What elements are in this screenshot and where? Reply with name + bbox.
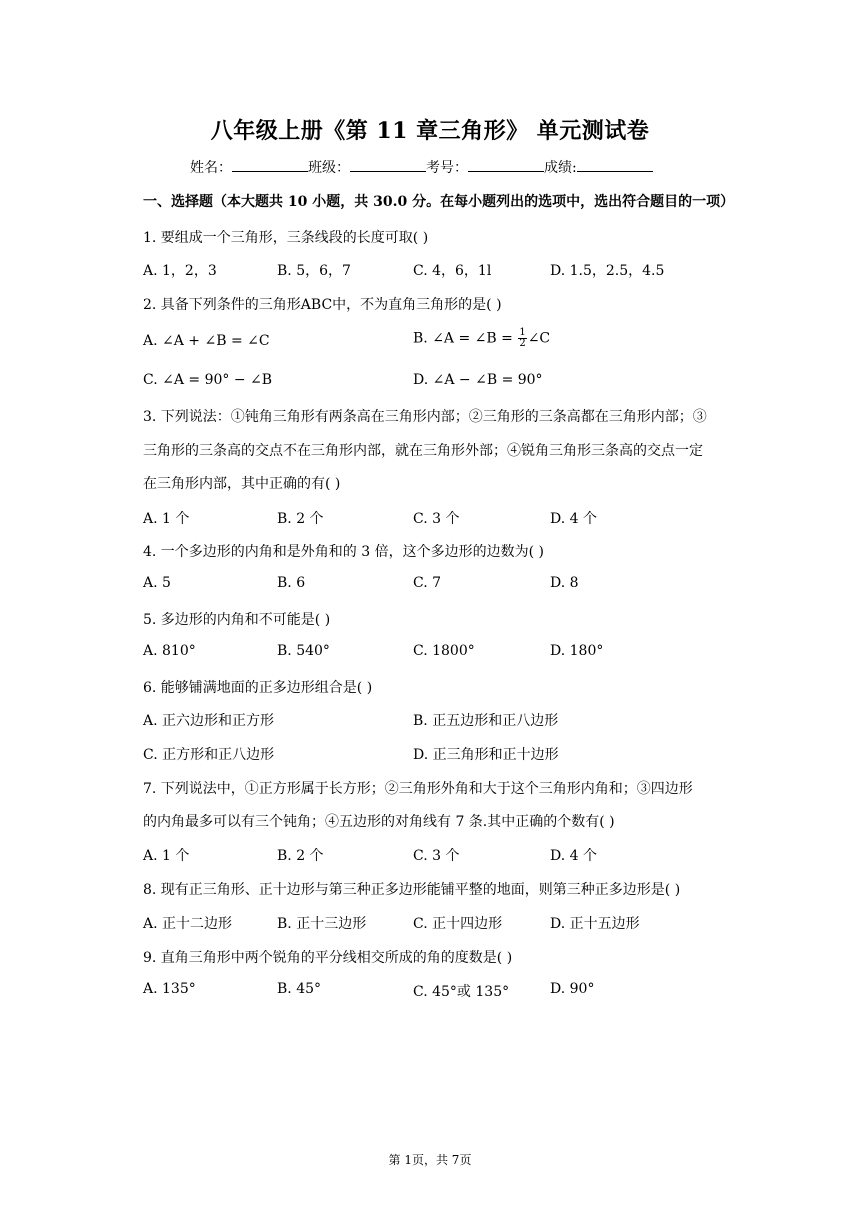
question-1-stem: 1. 要组成一个三角形，三条线段的长度可取( )	[143, 230, 429, 246]
question-1-option-d[interactable]: D. 1.5，2.5，4.5	[550, 263, 665, 279]
page-number-footer: 第 1页，共 7页	[388, 1153, 472, 1167]
question-7-option-a[interactable]: A. 1 个	[143, 848, 190, 864]
question-4-option-a[interactable]: A. 5	[143, 575, 171, 591]
question-7-stem-line-2: 的内角最多可以有三个钝角；④五边形的对角线有 7 条.其中正确的个数有( )	[143, 814, 615, 830]
question-5-option-d[interactable]: D. 180°	[550, 643, 604, 659]
question-9-option-d[interactable]: D. 90°	[550, 981, 595, 997]
question-7-stem-line-1: 7. 下列说法中，①正方形属于长方形；②三角形外角和大于这个三角形内角和；③四边形	[143, 781, 693, 797]
student-info-line	[190, 157, 653, 177]
question-7-option-d[interactable]: D. 4 个	[550, 848, 597, 864]
question-4-option-c[interactable]: C. 7	[413, 575, 442, 591]
question-7-option-c[interactable]: C. 3 个	[413, 848, 460, 864]
class-blank[interactable]	[350, 159, 426, 172]
question-3-stem-line-1: 3. 下列说法：①钝角三角形有两条高在三角形内部；②三角形的三条高都在三角形内部；③	[143, 409, 707, 425]
question-9-stem: 9. 直角三角形中两个锐角的平分线相交所成的角的度数是( )	[143, 950, 513, 966]
name-label: 姓名：	[190, 160, 232, 176]
question-8-option-b[interactable]: B. 正十三边形	[277, 916, 367, 932]
question-2-option-b[interactable]	[413, 328, 550, 349]
question-6-stem: 6. 能够铺满地面的正多边形组合是( )	[143, 680, 373, 696]
question-1-option-a[interactable]: A. 1，2，3	[143, 263, 217, 279]
exam-number-blank[interactable]	[468, 159, 544, 172]
question-9-option-a[interactable]: A. 135°	[143, 981, 196, 997]
fraction-one-half: $\frac{1}{2}$	[519, 327, 526, 349]
question-8-option-a[interactable]: A. 正十二边形	[143, 916, 233, 932]
score-blank[interactable]	[577, 159, 653, 172]
question-9-option-c[interactable]: C. 45°或 135°	[413, 984, 510, 1000]
question-2-option-d[interactable]: D. ∠A − ∠B = 90°	[413, 372, 543, 388]
question-2-option-b-prefix: B. ∠A = ∠B =	[413, 330, 518, 347]
question-4-option-b[interactable]: B. 6	[277, 575, 306, 591]
question-3-stem-line-2: 三角形的三条高的交点不在三角形内部，就在三角形外部；④锐角三角形三条高的交点一定	[143, 443, 703, 459]
question-8-option-c[interactable]: C. 正十四边形	[413, 916, 503, 932]
question-3-option-a[interactable]: A. 1 个	[143, 511, 190, 527]
question-5-option-a[interactable]: A. 810°	[143, 643, 196, 659]
question-6-option-c[interactable]: C. 正方形和正八边形	[143, 747, 275, 763]
question-6-option-b[interactable]: B. 正五边形和正八边形	[413, 713, 559, 729]
question-2-option-c[interactable]: C. ∠A = 90° − ∠B	[143, 372, 273, 388]
name-blank[interactable]	[232, 159, 308, 172]
score-label: 成绩:	[544, 160, 577, 176]
question-4-option-d[interactable]: D. 8	[550, 575, 579, 591]
question-8-option-d[interactable]: D. 正十五边形	[550, 916, 640, 932]
question-5-stem: 5. 多边形的内角和不可能是( )	[143, 612, 331, 628]
question-3-stem-line-3: 在三角形内部，其中正确的有( )	[143, 476, 341, 492]
question-3-option-c[interactable]: C. 3 个	[413, 511, 460, 527]
question-2-option-b-suffix: ∠C	[527, 330, 551, 347]
exam-number-label: 考号：	[426, 160, 468, 176]
question-9-option-b[interactable]: B. 45°	[277, 981, 322, 997]
question-5-option-c[interactable]: C. 1800°	[413, 643, 475, 659]
question-3-option-d[interactable]: D. 4 个	[550, 511, 597, 527]
question-5-option-b[interactable]: B. 540°	[277, 643, 330, 659]
question-6-option-d[interactable]: D. 正三角形和正十边形	[413, 747, 559, 763]
question-3-option-b[interactable]: B. 2 个	[277, 511, 324, 527]
question-6-option-a[interactable]: A. 正六边形和正方形	[143, 713, 275, 729]
question-4-stem: 4. 一个多边形的内角和是外角和的 3 倍，这个多边形的边数为( )	[143, 544, 544, 560]
question-1-option-b[interactable]: B. 5，6，7	[277, 263, 351, 279]
question-8-stem: 8. 现有正三角形、正十边形与第三种正多边形能铺平整的地面，则第三种正多边形是( )	[143, 882, 681, 898]
question-2-option-a[interactable]: A. ∠A + ∠B = ∠C	[143, 333, 270, 349]
question-1-option-c[interactable]: C. 4，6，1l	[413, 263, 492, 279]
question-7-option-b[interactable]: B. 2 个	[277, 848, 324, 864]
page-title: 八年级上册《第 11 章三角形》 单元测试卷	[210, 118, 650, 144]
section-heading: 一、选择题（本大题共 10 小题，共 30.0 分。在每小题列出的选项中，选出符合题目的一项）	[143, 194, 735, 210]
class-label: 班级：	[308, 160, 350, 176]
question-2-stem: 2. 具备下列条件的三角形ABC中，不为直角三角形的是( )	[143, 297, 502, 313]
